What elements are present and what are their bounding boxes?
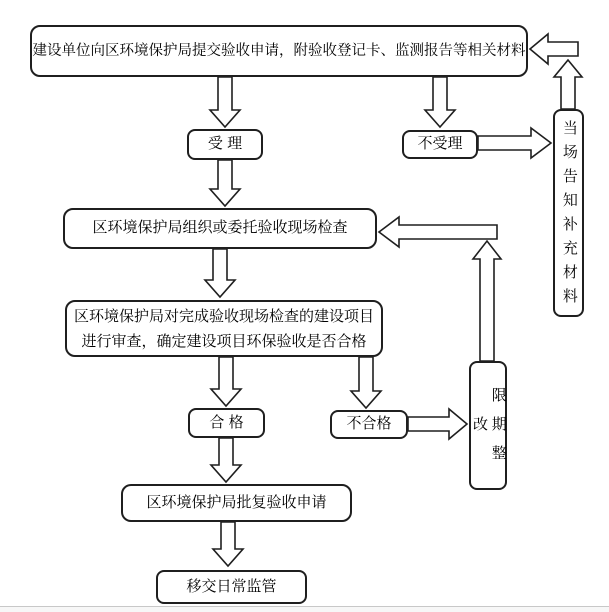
node-handover-supervision: 移交日常监管: [156, 570, 307, 604]
arrow-review-to-unqualified: [351, 357, 381, 408]
node-rectification-deadline: 限期整改: [469, 361, 507, 490]
arrow-submit-to-accept: [210, 77, 240, 127]
node-notify-supplement-materials: 当场告知补充材料: [553, 109, 584, 317]
arrow-qualified-to-approve: [211, 438, 241, 482]
arrow-rectify-up: [473, 241, 501, 361]
node-approve-application: 区环境保护局批复验收申请: [121, 484, 352, 522]
arrow-into-submit: [530, 34, 578, 64]
node-qualified: 合 格: [188, 408, 265, 438]
node-review-decision: [65, 300, 383, 357]
review-line-1: 区环境保护局对完成验收现场检查的建设项目: [73, 307, 374, 325]
node-not-accept: 不受理: [402, 130, 478, 159]
node-site-inspection: 区环境保护局组织或委托验收现场检查: [63, 208, 377, 249]
node-submit-application: 建设单位向区环境保护局提交验收申请，附验收登记卡、监测报告等相关材料: [30, 25, 528, 77]
arrow-review-to-qualified: [211, 357, 241, 406]
arrow-into-inspection: [379, 217, 497, 247]
arrow-reject-to-notify: [478, 128, 551, 158]
arrow-notify-up: [554, 60, 582, 109]
page-bottom-edge-fill: [0, 607, 609, 612]
arrow-submit-to-reject: [425, 77, 455, 127]
arrow-unqualified-to-rectify: [408, 409, 467, 439]
arrow-approve-to-handover: [213, 522, 243, 566]
arrow-inspection-to-review: [205, 249, 235, 297]
review-line-2: 进行审查，确定建设项目环保验收是否合格: [81, 332, 367, 350]
node-accept: 受 理: [187, 129, 263, 160]
node-unqualified: 不合格: [330, 410, 408, 439]
arrow-accept-to-inspection: [210, 160, 240, 206]
